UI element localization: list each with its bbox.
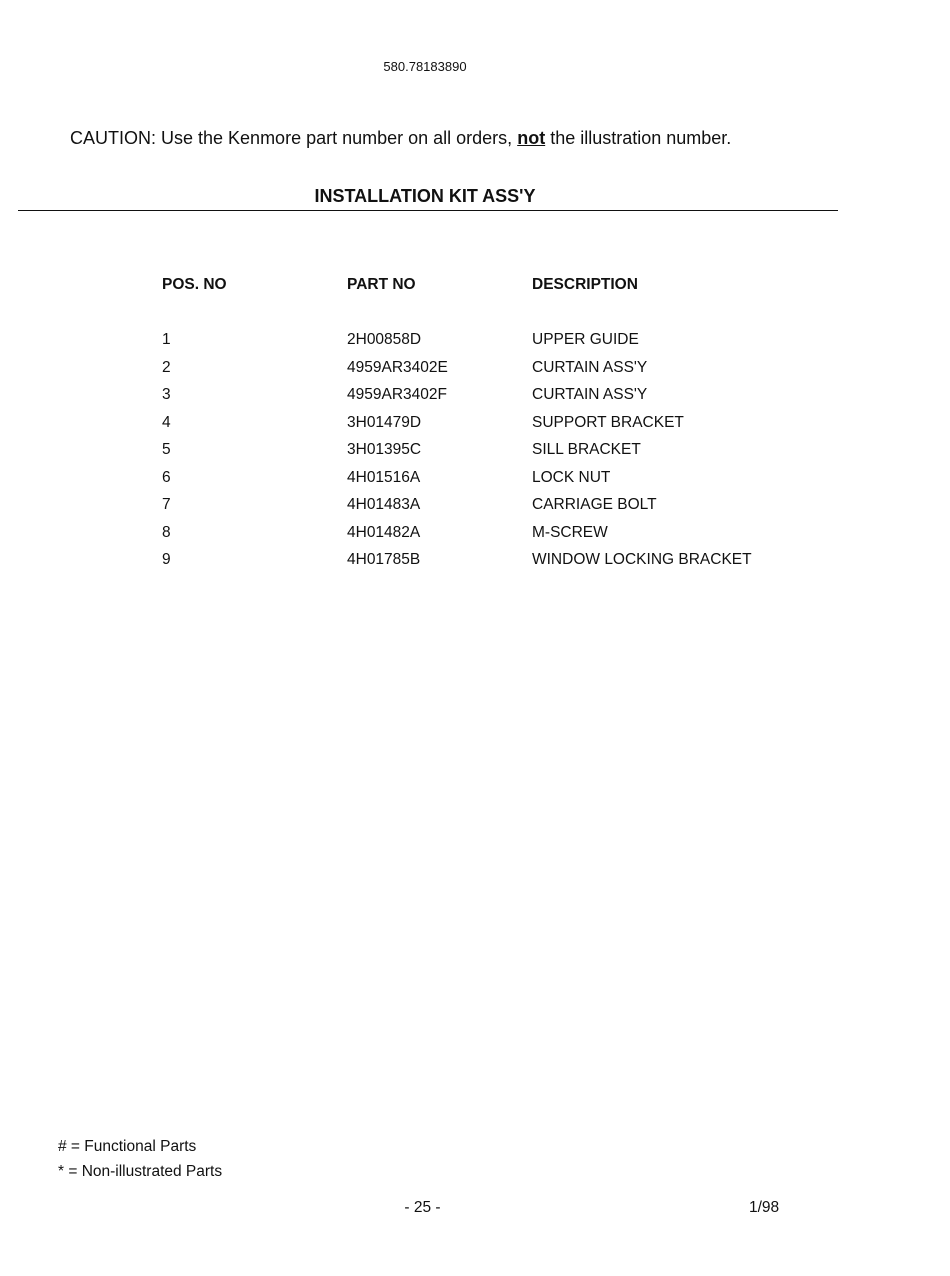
part-no-cell: 4959AR3402E: [347, 358, 448, 376]
column-header-pos-no: POS. NO: [162, 276, 227, 293]
caution-text-prefix: CAUTION: Use the Kenmore part number on all orders,: [70, 128, 513, 148]
legend-non-illustrated-parts: * = Non-illustrated Parts: [58, 1163, 223, 1180]
section-divider: [18, 210, 838, 211]
pos-no-cell: 6: [162, 468, 171, 486]
table-row: [162, 359, 812, 387]
pos-no-cell: 5: [162, 441, 171, 458]
table-row: [162, 441, 812, 469]
pos-no-cell: 1: [162, 331, 171, 348]
table-row: [162, 496, 812, 524]
description-cell: SILL BRACKET: [532, 441, 641, 458]
part-no-cell: 4959AR3402F: [347, 386, 447, 403]
description-cell: SUPPORT BRACKET: [532, 413, 684, 431]
table-row: [162, 469, 812, 497]
caution-emphasis: not: [517, 128, 546, 148]
table-row: [162, 524, 812, 552]
description-cell: CARRIAGE BOLT: [532, 496, 657, 513]
description-cell: CURTAIN ASS'Y: [532, 386, 648, 403]
column-header-part-no: PART NO: [347, 276, 416, 293]
table-row: [162, 386, 812, 414]
part-no-cell: 2H00858D: [347, 331, 422, 348]
caution-notice: [70, 128, 731, 149]
page-number: - 25 -: [404, 1199, 441, 1216]
description-cell: UPPER GUIDE: [532, 331, 639, 348]
model-number: 580.78183890: [383, 59, 467, 74]
table-row: [162, 551, 812, 579]
pos-no-cell: 4: [162, 413, 171, 431]
header-spacer: [162, 298, 812, 331]
pos-no-cell: 2: [162, 358, 171, 376]
description-cell: M-SCREW: [532, 523, 608, 541]
part-no-cell: 4H01785B: [347, 551, 421, 568]
table-header-row: [162, 276, 812, 298]
pos-no-cell: 3: [162, 386, 171, 403]
description-cell: LOCK NUT: [532, 468, 611, 486]
part-no-cell: 4H01516A: [347, 468, 421, 486]
pos-no-cell: 7: [162, 496, 171, 513]
part-no-cell: 3H01479D: [347, 413, 422, 431]
legend-functional-parts: # = Functional Parts: [58, 1138, 197, 1155]
column-header-description: DESCRIPTION: [532, 276, 638, 293]
description-cell: CURTAIN ASS'Y: [532, 358, 648, 376]
description-cell: WINDOW LOCKING BRACKET: [532, 551, 752, 568]
table-row: [162, 414, 812, 442]
part-no-cell: 4H01482A: [347, 523, 421, 541]
section-title: INSTALLATION KIT ASS'Y: [314, 186, 536, 206]
table-row: [162, 331, 812, 359]
revision-date: 1/98: [749, 1199, 780, 1216]
caution-text-suffix: the illustration number.: [550, 128, 732, 148]
pos-no-cell: 8: [162, 523, 171, 541]
part-no-cell: 4H01483A: [347, 496, 421, 513]
parts-table: [162, 276, 812, 579]
part-no-cell: 3H01395C: [347, 441, 422, 458]
pos-no-cell: 9: [162, 551, 171, 568]
